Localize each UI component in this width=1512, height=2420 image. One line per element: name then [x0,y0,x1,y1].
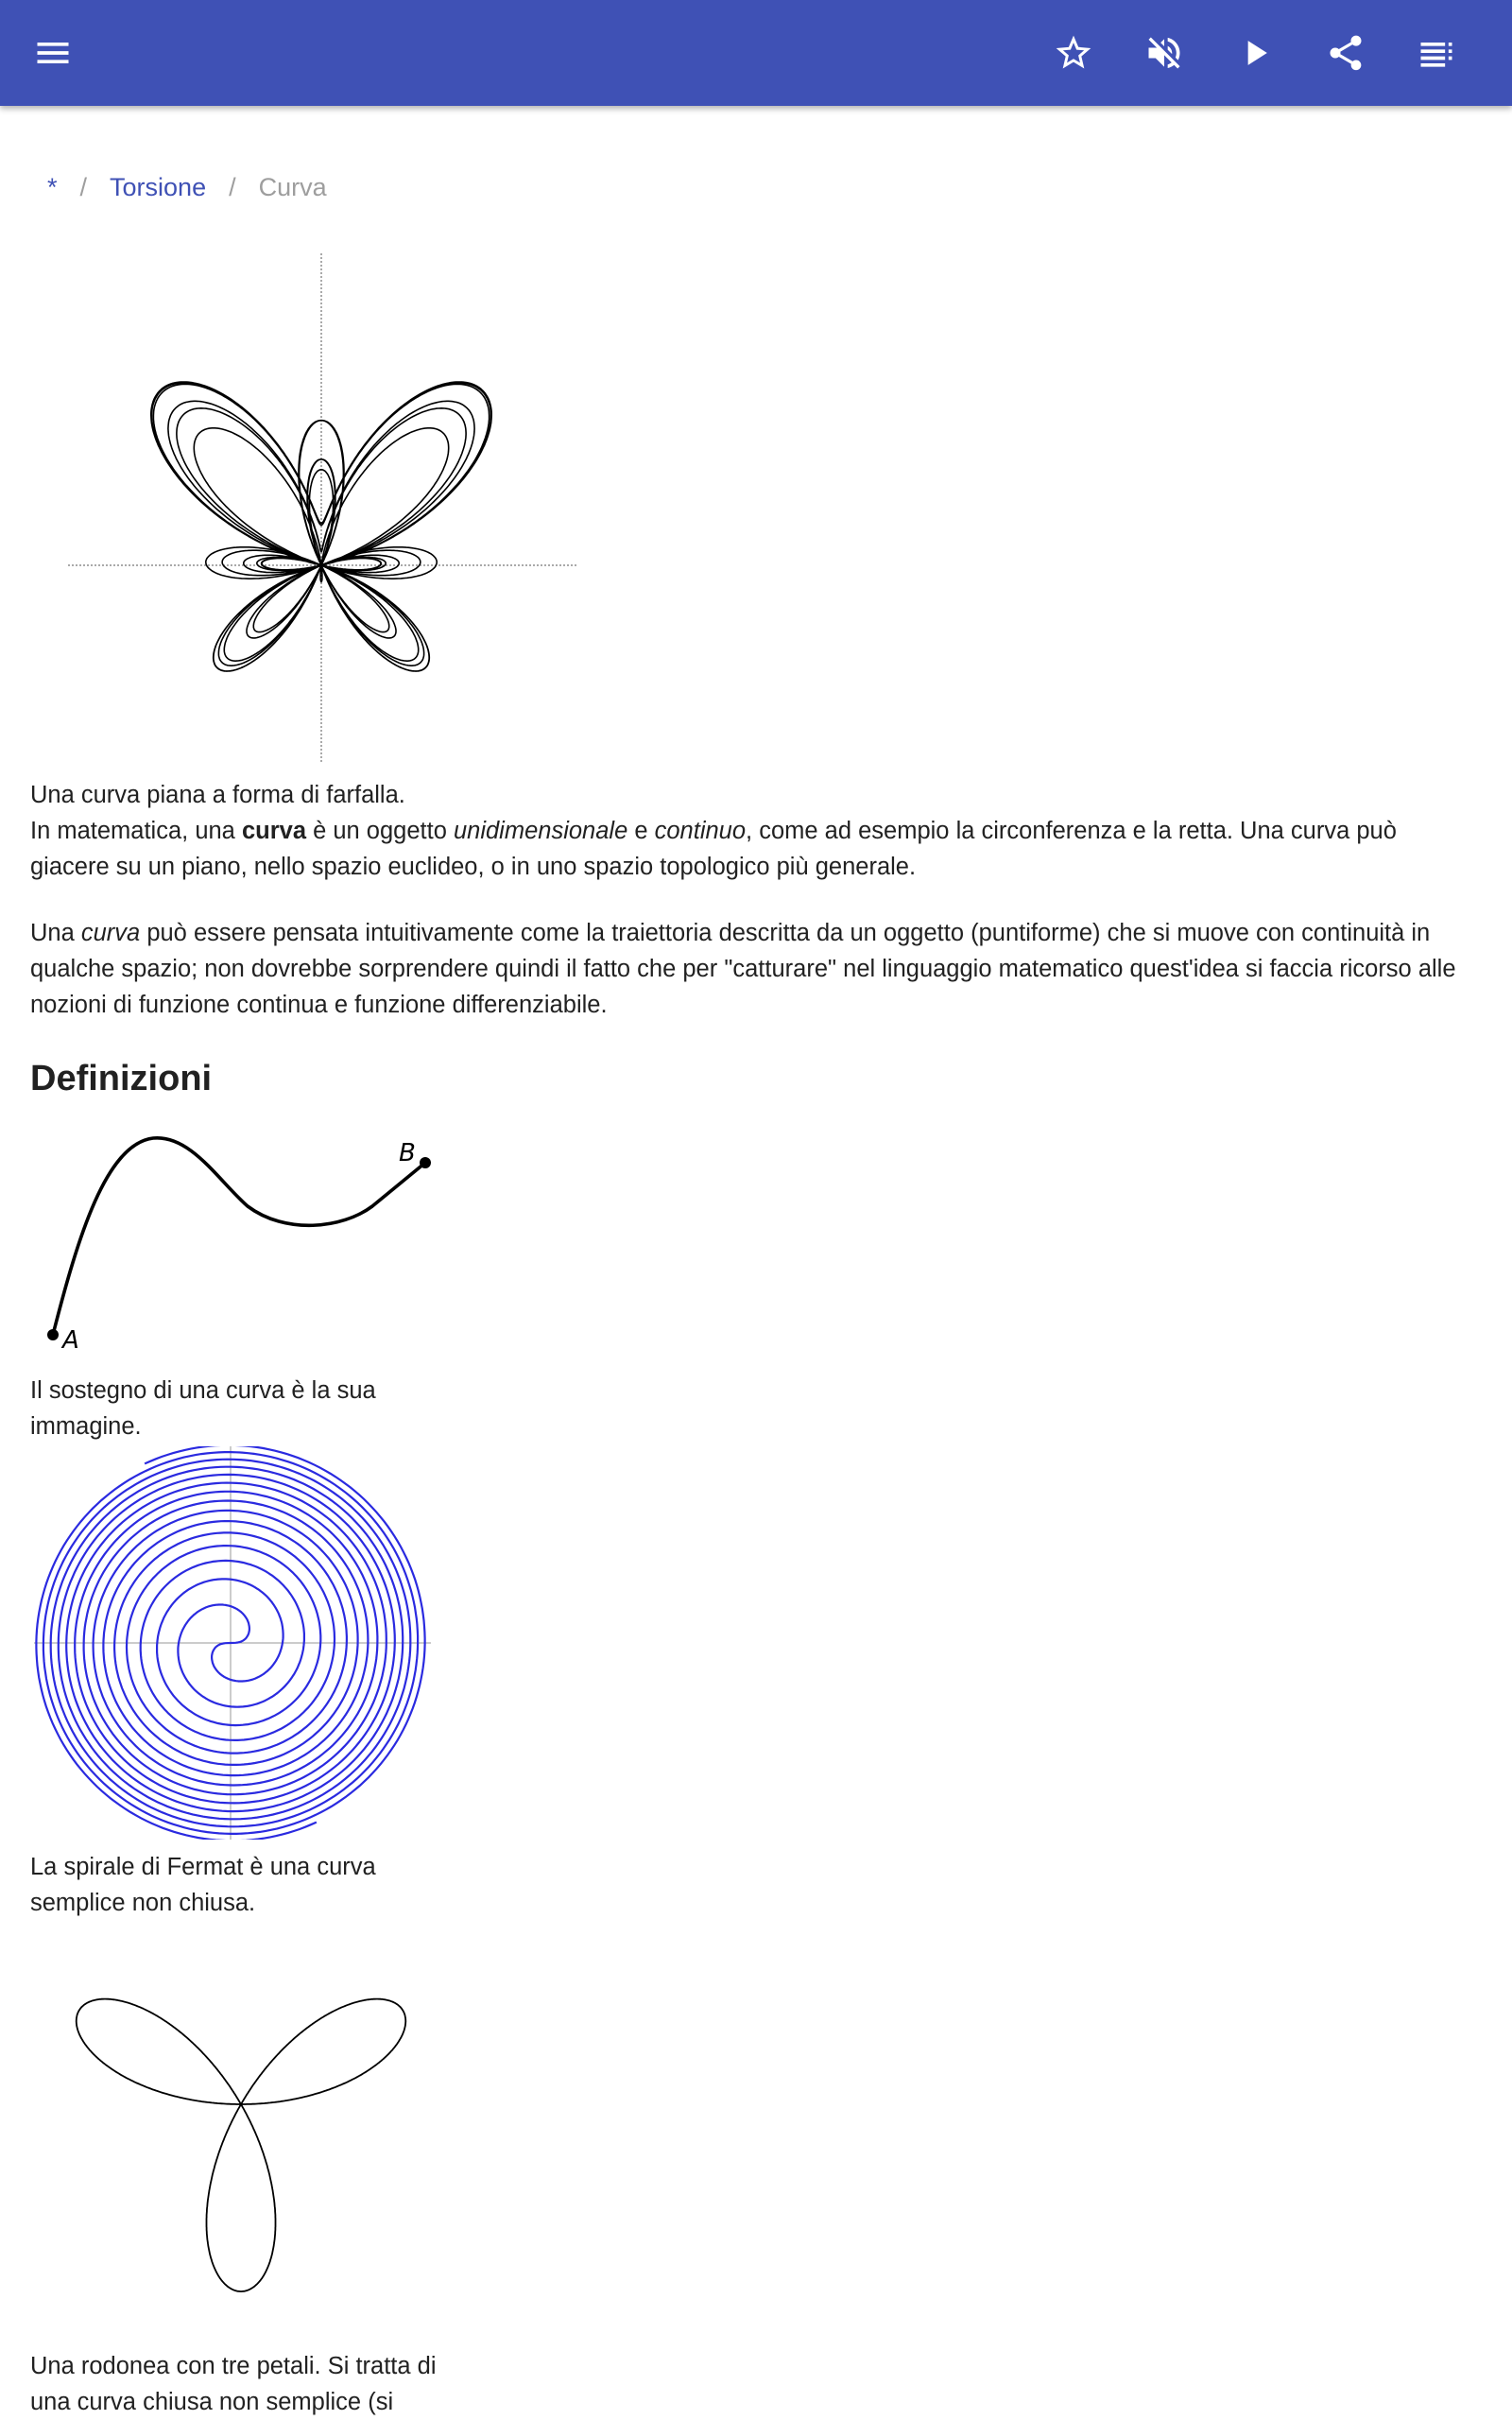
butterfly-caption: Una curva piana a forma di farfalla. [30,782,405,808]
play-icon [1234,32,1276,74]
app-bar [0,0,1512,106]
bookmark-button[interactable] [1036,15,1111,91]
term-curva: curva [241,818,306,844]
section-heading-definizioni: Definizioni [30,1059,213,1098]
fermat-spiral-graphic [34,1446,431,1840]
playlist-icon [1416,32,1457,74]
contents-button[interactable] [1399,15,1474,91]
breadcrumb-separator: / [229,173,236,201]
butterfly-curve-image[interactable] [59,244,588,769]
breadcrumb [47,168,327,206]
curve-support-graphic [30,1125,446,1356]
point-b-label: B [399,1139,416,1167]
rhodonea-graphic [57,1976,435,2297]
star-outline-icon [1053,32,1094,74]
fermat-spiral-image[interactable] [34,1446,431,1840]
share-button[interactable] [1308,15,1383,91]
breadcrumb-parent-link[interactable]: Torsione [110,173,207,201]
share-icon [1325,32,1366,74]
rhodonea-image[interactable] [57,1976,435,2297]
menu-icon [32,32,74,74]
volume-off-icon [1143,32,1185,74]
intuition-paragraph: Una curva può essere pensata intuitivamente come la traiettoria descritta da un oggetto (puntiforme) che si muove con continuità in qualche spazio; non dovrebbe sorprendere quindi il fatto che per "catturare" nel linguaggio matematico quest'idea si faccia ricorso alle nozioni di funzione continua e funzione differenziabile. [30,920,1456,1018]
intro-paragraph: In matematica, una curva è un oggetto unidimensionale e continuo, come ad esempio la circonferenza e la retta. Una curva può giacere su un piano, nello spazio euclideo, o in uno spazio topologico più generale. [30,818,1397,880]
breadcrumb-home[interactable]: * [47,173,58,201]
rhodonea-caption: Una rodonea con tre petali. Si tratta di una curva chiusa non semplice (si [30,2353,437,2415]
fermat-spiral-caption: La spirale di Fermat è una curva semplice non chiusa. [30,1854,376,1916]
breadcrumb-current: Curva [258,173,327,201]
breadcrumb-separator: / [79,173,88,201]
mute-button[interactable] [1126,15,1202,91]
curve-support-image[interactable] [30,1125,446,1356]
butterfly-curve-graphic [59,244,588,769]
menu-button[interactable] [15,15,91,91]
point-a-label: A [62,1326,79,1355]
curve-support-caption: Il sostegno di una curva è la sua immagine. [30,1377,376,1440]
play-button[interactable] [1217,15,1293,91]
